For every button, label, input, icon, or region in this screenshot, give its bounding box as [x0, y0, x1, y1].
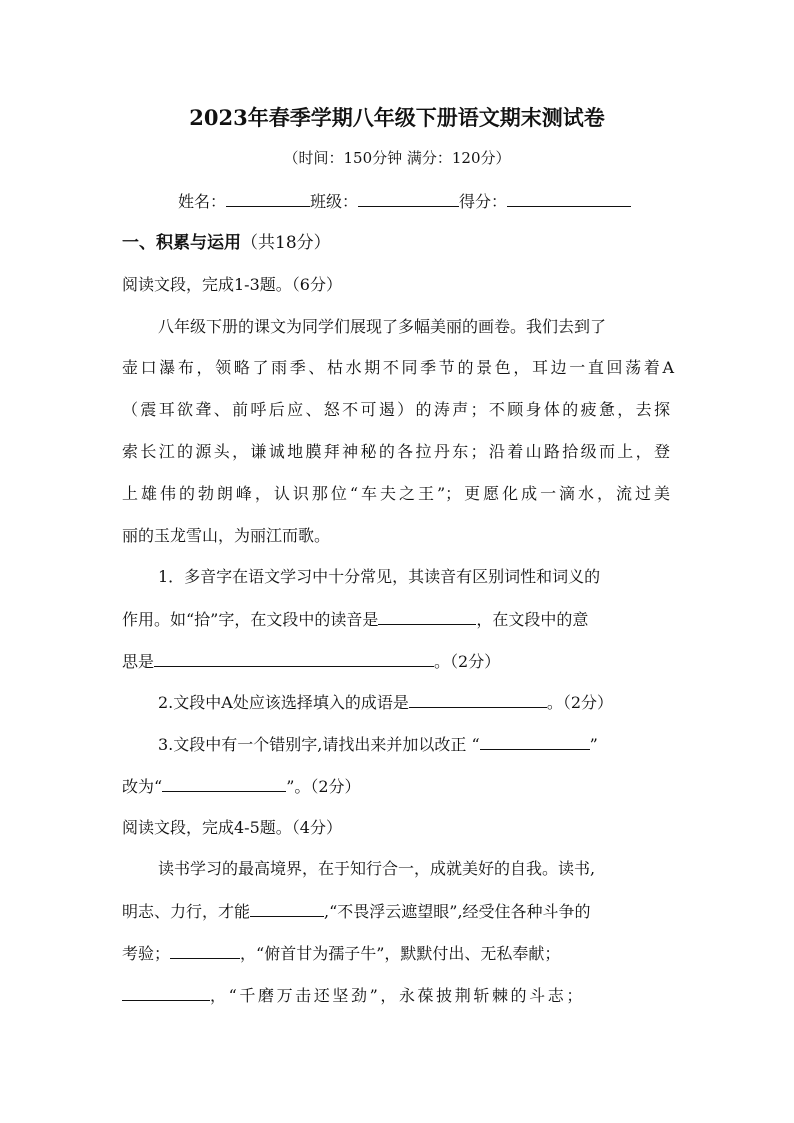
name-label: 姓名： — [178, 192, 227, 211]
question-1-line1: 1．多音字在语文学习中十分常见，其读音有区别词性和词义的 — [158, 567, 601, 586]
score-blank[interactable] — [507, 191, 631, 207]
passage1-line: （震耳欲聋、前呼后应、怒不可遏）的涛声；不顾身体的疲惫，去探 — [122, 400, 670, 419]
passage2-line4 — [122, 985, 585, 1006]
answer-blank[interactable] — [409, 692, 547, 708]
section-title: 一、积累与运用 — [122, 233, 241, 253]
score-label: 得分： — [459, 192, 508, 211]
passage2-text: ,“不畏浮云遮望眼”,经受住各种斗争的 — [324, 902, 591, 921]
question-3-text: 改为“ — [122, 777, 163, 796]
passage1-line: 八年级下册的课文为同学们展现了多幅美丽的画卷。我们去到了 — [158, 317, 607, 336]
passage2-text: ，“千磨万击还坚劲”，永葆披荆斩棘的斗志； — [210, 986, 585, 1005]
passage2-line3 — [122, 943, 560, 964]
exam-title: 2023年春季学期八年级下册语文期末测试卷 — [189, 105, 605, 130]
passage1-intro: 阅读文段，完成1-3题。（6分） — [122, 275, 342, 294]
answer-blank[interactable] — [154, 651, 434, 667]
question-1-line3 — [122, 651, 500, 672]
section-heading — [122, 233, 331, 253]
question-3-line1 — [158, 734, 598, 755]
question-1-text: ，在文段中的意 — [476, 610, 589, 629]
question-1-text: 。（2分） — [434, 652, 501, 671]
passage1-line: 上雄伟的勃朗峰，认识那位“车夫之王”；更愿化成一滴水，流过美 — [122, 484, 670, 503]
class-blank[interactable] — [358, 191, 459, 207]
question-2-text: 2.文段中A处应该选择填入的成语是 — [158, 693, 409, 712]
question-1-text: 作用。如“拾”字，在文段中的读音是 — [122, 610, 379, 629]
question-3-text: ”。（2分） — [286, 777, 361, 796]
question-3-text: 3.文段中有一个错别字,请找出来并加以改正 “ — [158, 735, 480, 754]
question-1-line2 — [122, 609, 588, 630]
passage2-text: 明志、力行，才能 — [122, 902, 251, 921]
passage2-line1: 读书学习的最高境界，在于知行合一，成就美好的自我。读书, — [158, 859, 596, 878]
answer-blank[interactable] — [250, 901, 324, 917]
passage2-text: 考验； — [122, 944, 171, 963]
answer-blank[interactable] — [170, 943, 240, 959]
name-blank[interactable] — [226, 191, 310, 207]
question-2-text: 。（2分） — [546, 693, 614, 712]
section-points: （共18分） — [241, 233, 331, 253]
student-info-row — [178, 191, 631, 212]
exam-subtitle: （时间：150分钟 满分：120分） — [283, 149, 511, 167]
answer-blank[interactable] — [480, 734, 590, 750]
answer-blank[interactable] — [162, 776, 286, 792]
question-1-text: 思是 — [122, 652, 155, 671]
question-3-line2 — [122, 776, 361, 797]
answer-blank[interactable] — [378, 609, 476, 625]
passage1-line: 壶口瀑布，领略了雨季、枯水期不同季节的景色，耳边一直回荡着A — [122, 358, 674, 377]
answer-blank[interactable] — [122, 985, 210, 1001]
question-2 — [158, 692, 613, 713]
passage2-line2 — [122, 901, 591, 922]
passage2-intro: 阅读文段，完成4-5题。（4分） — [122, 818, 342, 837]
question-3-text: ” — [589, 735, 598, 754]
passage2-text: ，“俯首甘为孺子牛”，默默付出、无私奉献； — [240, 944, 561, 963]
class-label: 班级： — [310, 192, 359, 211]
passage1-line: 索长江的源头，谦诚地膜拜神秘的各拉丹东；沿着山路拾级而上，登 — [122, 442, 670, 461]
passage1-line: 丽的玉龙雪山，为丽江而歌。 — [122, 526, 331, 545]
